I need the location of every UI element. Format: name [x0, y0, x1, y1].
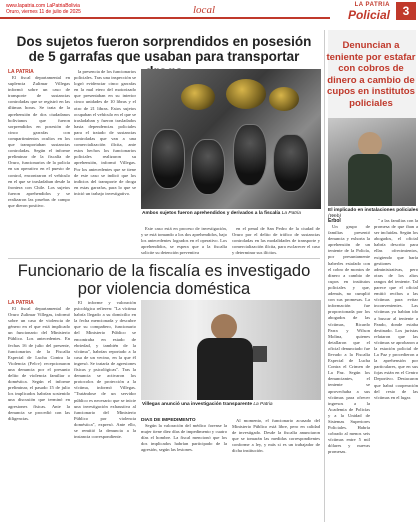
story1-col1-text: El fiscal departamental en suplencia Zulimar Villegas informó sobre un caso de transporte de sustancias controladas que se registró en las últimas horas. Se trata de la aprehensión de dos ciudadanos bolivianos que fueron sorprendidos en posesión de cinco garrafas con compartimientos ocultos en los que transportaban sustancias controladas. Según el informe preliminar de la fiscalía de Oruro, funcionarios de la policía en un operativo en el puesto de control, encontraron el vehículo en el que se trasladaban desde la frontera con Chile. Los sujetos fueron aprehendidos y se realizaron las pruebas de campo que dieron positivo.	[8, 75, 70, 208]
package-1	[181, 84, 215, 110]
header-meta	[6, 3, 81, 15]
column-divider	[324, 30, 325, 522]
story-divider	[8, 258, 320, 259]
story1-col3b-text: en el penal de San Pedro de la ciudad de Oruro por el delito de tráfico de sustancias controladas en las modalidades de transporte y comercialización ilícita, para esclarecer el caso y determinar sus ilícitos.	[232, 226, 320, 256]
story2-col2-text: El informe y valoración psicológica refieren: "La víctima habría llegado a su domicilio en la fecha mencionada y descubre que su compañero, funcionario del Ministerio Público se encontraba en estado de ebriedad, y también de la víctima", habrían reportado a la casa de un vecino, en la que él ingresó. Se trataría de agresiones físicas y psicológicas". Tras la denuncia se activaron los protocolos de protección a la víctima, informó Villegas. "Tratándose de un servidor público es necesario que se inicie una investigación exhaustiva al funcionario del Ministerio Público por violencia doméstica", expresó. Ante ello, se remitió la denuncia a la instancia correspondiente.	[74, 300, 136, 440]
story1-caption-text: Ambos sujetos fueron aprehendidos y derivados a la fiscalía	[142, 211, 281, 216]
sidebar-caption-credit: (Web)	[328, 214, 341, 219]
story1-column-1	[8, 69, 70, 257]
brand-section: Policial	[347, 8, 390, 22]
story2-headline: Funcionario de la fiscalía es investigado por violencia doméstica	[17, 262, 311, 298]
header-date: Oruro, viernes 11 de julio de 2025	[6, 9, 81, 15]
page-number: 3	[396, 2, 416, 20]
header-website: www.lapatria.com LaPatriaBolivia	[6, 3, 80, 9]
sidebar-column-2	[374, 218, 418, 518]
story2-col1-text: El fiscal departamental de Oruro Zulimar Villegas, informó sobre un caso de violencia de género en el que está implicado un funcionario del Ministerio Público. Los antecedentes. En fechas 16 de julio del presente, funcionarios de la Fiscalía Especial de Lucha Contra la Violencia (Felcv) recepcionaron una denuncia por el presunto delito de violencia familiar o doméstica. Según el informe preliminar, el pasado 15 de julio los implicados habrían sostenido una discusión que terminó en agresiones físicas. Ante la denuncia se procedió con las diligencias.	[8, 306, 70, 421]
story2-caption-text: Villegas anunció una investigación transparente	[142, 402, 253, 407]
header-divider	[0, 17, 330, 19]
sidebar-col1-text: Un grupo de familias presentó denuncia y exhorta la aprehensión de un teniente de la Policía, por presuntamente haberles estafado con el cobro de montos de dinero a cambio de cupos en institutos policiales y que, además, no cumplió con sus promesas. La información fue proporcionada por los abogados de las víctimas, Ricardo Parra y Wilson Molina, quienes detallaron que el oficial denunciado fue llevado a la Fiscalía Especial de Lucha Contra el Crimen de La Paz. Según los denunciantes, el teniente se aprovechaba a sus víctimas para ofrecer ingresos a la Academia de Policías y a la Unidad de Sistemas Superiores Policiales. Habría cobrado al menos seis víctimas entre 5 mil dólares y nuevas promesas.	[328, 224, 370, 455]
sidebar-caption-text: El implicado en instalaciones policiales	[328, 208, 419, 213]
sidebar-photo	[328, 118, 416, 206]
gas-cylinder-3	[233, 124, 267, 186]
speaker-head	[211, 314, 237, 340]
story2-photo-caption	[142, 402, 322, 408]
gas-cylinder-1	[151, 129, 185, 189]
story1-column-2	[74, 69, 136, 257]
microphone-icon	[253, 346, 267, 362]
gas-cylinder-2	[191, 139, 225, 195]
story2-column-2	[74, 300, 136, 522]
story2-subhead: DÍAS DE IMPEDIMENTO	[141, 418, 196, 423]
story2-column-1	[8, 300, 70, 522]
section-label: local	[193, 4, 215, 16]
story1-byline: LA PATRIA	[8, 69, 34, 75]
story2-photo	[141, 300, 321, 400]
story2-byline: LA PATRIA	[8, 300, 34, 306]
sidebar-col2-text: " a las familias con la promesa de que iban a ser incluidas. Según los abogados, el oficial habría descrito para ellas ofrecimientos, exigiendo que haría gestiones administrativas, pero otras de los altos rangos del teniente. Tal parece que el oficial emitió recibos a las víctimas para evitar inconvenientes. Las víctimas ya habían ido a buscar al teniente a Pando, donde estaba destinado. Los juristas relataron que las víctimas se aprobaron a la estación policial de La Paz y procedieron a la aprehensión por particulares, que en sus fojas están en el Centro Deportivo. Destacaron que habrá cooperación del resto de las víctimas en el lugar.	[374, 218, 418, 400]
package-3	[269, 87, 299, 111]
story2-caption-credit: La Patria	[253, 402, 273, 407]
page-header	[0, 0, 420, 28]
gas-cylinder-4	[273, 134, 309, 192]
story2-column-4	[232, 418, 320, 522]
story1-caption-credit: La Patria	[281, 211, 301, 216]
story1-headline: Dos sujetos fueron sorprendidos en posesión de 5 garrafas que usaban para transportar	[16, 34, 312, 64]
story1-photo-caption	[142, 211, 322, 217]
story2-col3b-text: Al momento, el funcionario acusado del Ministerio Público está libre, pero en calidad de investigado. Desde la fiscalía anunciaron que se tomarán las medidas correspondientes conforme a ley, y más si es un trabajador de dicha institución.	[232, 418, 320, 454]
brand-logo	[348, 2, 390, 22]
story1-photo	[141, 69, 321, 209]
story2-col3a-text: Según la valoración del médico forense la mujer tiene diez días de impedimento y cuatro días el hombre. La fiscal mencionó que los dos implicados habrían participado de la agresión, según las lesiones.	[141, 423, 227, 453]
speaker-body	[197, 338, 253, 400]
story1-column-3	[141, 226, 227, 257]
story1-col3a-text: Este caso está en proceso de investigación, y se está tomando a los dos aprehendidos, bajo los antecedentes logrados en el operativo. Los aprehendidos, se espera que a la fiscalía solicite su detención preventiva	[141, 226, 227, 256]
sidebar-column-1	[328, 218, 370, 518]
brand-top: LA PATRIA	[354, 2, 390, 8]
package-2	[226, 79, 266, 109]
person-body	[348, 154, 392, 206]
story2-column-3	[141, 418, 227, 522]
sidebar-headline: Denuncian a teniente por estafar con cobros de dinero a cambio de cupos en institutos policiales	[326, 40, 416, 109]
sidebar-byline: Erbol	[328, 218, 341, 224]
story1-column-4	[232, 226, 320, 257]
person-head	[358, 132, 382, 156]
story1-col2-text: la presencia de los funcionarios policiales. Tras una inspección se logró evidenciar cinco garrafas en la mal etero del motorizado que presentaban en su interior cinco unidades de 10 libras y el otro de 21 libras. Estos sujetos ocupaban el vehículo en el que se trasladaban y fueron trasladados hasta dependencias policiales para el tratado de sustancias controladas que van a una comercialización ilícita, ante estos hechos los funcionarios policiales realizaron su aprehensión, informó Villegas. Por los antecedentes que se tiene de este caso se indicó que los indicios del transporte de droga en estas garrafas, para lo que se inició un trabajo investigativo.	[74, 69, 136, 196]
